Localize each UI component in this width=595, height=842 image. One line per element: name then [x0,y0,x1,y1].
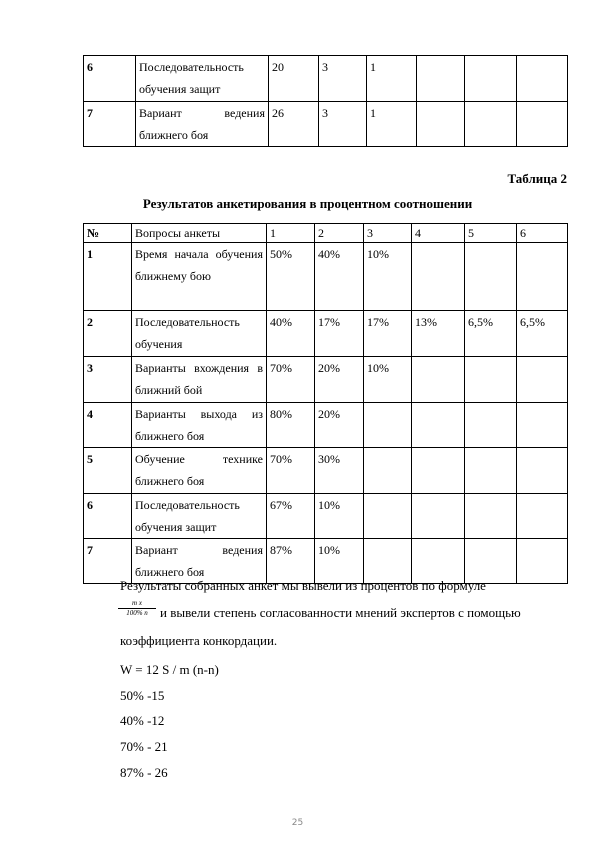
formula-line: W = 12 S / m (n-n) [120,662,219,677]
result-item: 50% -15 [120,688,165,703]
question-cell: Варианты выхода из ближнего боя [132,403,267,448]
value-cell-c6 [517,56,568,102]
value-cell-c6 [517,403,568,448]
question-cell: Время начала обучения ближнему бою [132,243,267,311]
fraction-denominator: 100% n [126,609,148,617]
value-cell-c6 [517,494,568,539]
value-cell-c3: 1 [367,56,417,102]
value-cell-c3: 1 [367,102,417,147]
value-cell-c4 [412,494,465,539]
result-item: 87% - 26 [120,765,168,780]
value-cell-c2: 3 [319,102,367,147]
column-header: 4 [412,224,465,243]
table-row [84,403,568,448]
value-cell-c4 [412,539,465,584]
value-cell-c2: 20% [315,403,364,448]
table-row [84,539,568,584]
value-cell-c1: 70% [267,357,315,403]
value-cell-c2: 20% [315,357,364,403]
fraction-numerator: m x [118,599,156,609]
result-item: 70% - 21 [120,739,168,754]
question-cell: Вариант ведения ближнего боя [132,539,267,584]
table-2-caption: Таблица 2 [507,171,567,186]
value-cell-c1: 50% [267,243,315,311]
value-cell-c1: 87% [267,539,315,584]
page-number: 25 [291,818,304,828]
row-number: 6 [84,56,136,102]
value-cell-c6 [517,539,568,584]
table-header-row [84,224,568,243]
value-cell-c6: 6,5% [517,311,568,357]
value-cell-c4 [417,102,465,147]
value-cell-c6 [517,357,568,403]
value-cell-c4 [412,243,465,311]
body-line-2: и вывели степень согласованности мнений экспертов с помощью [160,605,521,620]
value-cell-c1: 80% [267,403,315,448]
value-cell-c5 [465,403,517,448]
value-cell-c4: 13% [412,311,465,357]
value-cell-c6 [517,102,568,147]
value-cell-c2: 40% [315,243,364,311]
table-1-continuation [83,55,568,147]
value-cell-c3 [364,494,412,539]
table-row [84,448,568,494]
row-number: 7 [84,102,136,147]
formula-fraction [118,599,156,618]
value-cell-c5 [465,357,517,403]
value-cell-c3 [364,403,412,448]
result-item: 40% -12 [120,713,165,728]
value-cell-c2: 10% [315,539,364,584]
table-row [84,494,568,539]
table-2-title: Результатов анкетирования в процентном соотношении [142,196,473,211]
value-cell-c2: 3 [319,56,367,102]
table-row [84,102,568,147]
value-cell-c5 [465,539,517,584]
column-header: № [84,224,132,243]
value-cell-c1: 26 [269,102,319,147]
value-cell-c1: 40% [267,311,315,357]
value-cell-c4 [417,56,465,102]
value-cell-c1: 70% [267,448,315,494]
value-cell-c3: 10% [364,243,412,311]
row-number: 5 [84,448,132,494]
value-cell-c4 [412,403,465,448]
value-cell-c5 [465,448,517,494]
row-number: 7 [84,539,132,584]
table-row [84,243,568,311]
value-cell-c2: 30% [315,448,364,494]
row-number: 3 [84,357,132,403]
value-cell-c3: 17% [364,311,412,357]
value-cell-c4 [412,357,465,403]
column-header: 3 [364,224,412,243]
value-cell-c5 [465,494,517,539]
row-number: 4 [84,403,132,448]
value-cell-c3 [364,448,412,494]
column-header: 2 [315,224,364,243]
question-cell: Последовательность обучения защит [132,494,267,539]
column-header: 1 [267,224,315,243]
value-cell-c1: 67% [267,494,315,539]
value-cell-c6 [517,243,568,311]
table-row [84,311,568,357]
value-cell-c2: 17% [315,311,364,357]
question-cell: Последовательность обучения защит [136,56,269,102]
column-header: 5 [465,224,517,243]
column-header: Вопросы анкеты [132,224,267,243]
value-cell-c1: 20 [269,56,319,102]
table-row [84,56,568,102]
question-cell: Обучение технике ближнего боя [132,448,267,494]
value-cell-c4 [412,448,465,494]
row-number: 1 [84,243,132,311]
value-cell-c2: 10% [315,494,364,539]
value-cell-c5 [465,243,517,311]
question-cell: Последовательность обучения [132,311,267,357]
value-cell-c3: 10% [364,357,412,403]
row-number: 6 [84,494,132,539]
table-row [84,357,568,403]
value-cell-c5 [465,56,517,102]
value-cell-c6 [517,448,568,494]
body-line-1: Результаты собранных анкет мы вывели из процентов по формуле [120,578,486,593]
value-cell-c5 [465,102,517,147]
row-number: 2 [84,311,132,357]
question-cell: Вариант ведения ближнего боя [136,102,269,147]
value-cell-c3 [364,539,412,584]
column-header: 6 [517,224,568,243]
table-2 [83,223,568,584]
value-cell-c5: 6,5% [465,311,517,357]
question-cell: Варианты вхождения в ближний бой [132,357,267,403]
body-line-3: коэффициента конкордации. [120,633,278,648]
